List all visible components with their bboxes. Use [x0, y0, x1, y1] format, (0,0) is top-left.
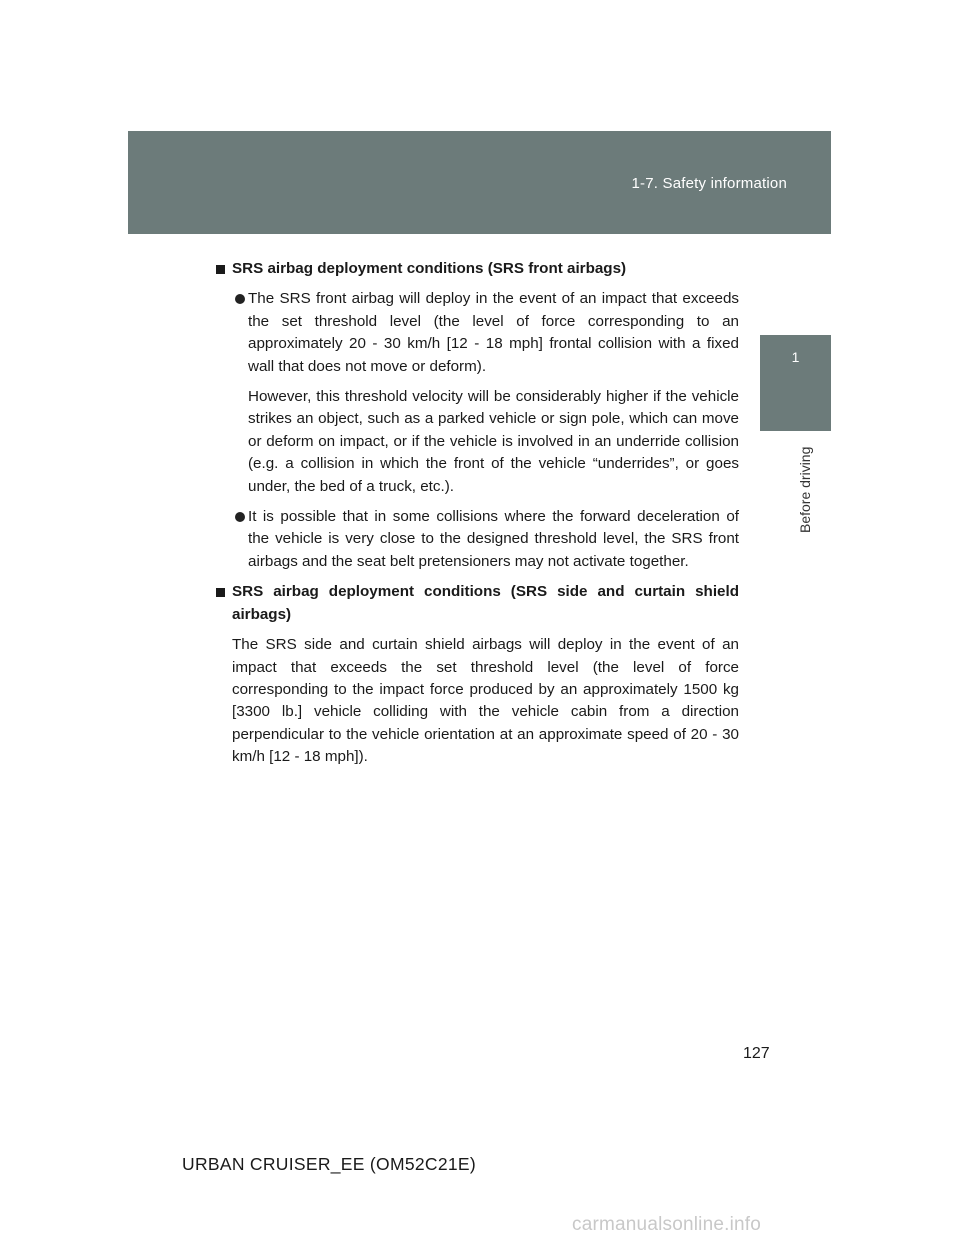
header-band [128, 131, 831, 234]
heading-text: SRS airbag deployment conditions (SRS front airbags) [232, 260, 627, 277]
bullet-text: It is possible that in some collisions where the forward deceleration of the vehicle is very close to the designed threshold level, the SRS front airbags and the seat belt pretensioners may not activate together. [248, 508, 739, 570]
chapter-tab [760, 335, 831, 431]
square-bullet-icon [216, 588, 225, 597]
chapter-number: 1 [791, 349, 800, 365]
round-bullet-icon [235, 294, 245, 304]
body-paragraph: The SRS side and curtain shield airbags will deploy in the event of an impact that exceeds the set threshold level (the level of force corresponding to the impact force produced by an approximately 1500 kg [3300 lb.] vehicle colliding with the vehicle cabin from a direction perpendicular to the vehicle orientation at an approximate speed of 20 - 30 km/h [12 - 18 mph]). [232, 636, 739, 766]
section-heading [211, 258, 739, 280]
manual-identifier: URBAN CRUISER_EE (OM52C21E) [182, 1154, 477, 1174]
heading-text: SRS airbag deployment conditions (SRS side and curtain shield airbags) [232, 583, 739, 623]
section-title: 1-7. Safety information [631, 175, 787, 192]
bullet-item [211, 506, 739, 573]
bullet-text: The SRS front airbag will deploy in the event of an impact that exceeds the set threshold level (the level of force corresponding to an approximately 20 - 30 km/h [12 - 18 mph] frontal collision with a fixed wall that does not move or deform). [248, 290, 739, 375]
bullet-continuation: However, this threshold velocity will be considerably higher if the vehicle strikes an object, such as a parked vehicle or sign pole, which can move or deform on impact, or if the vehicle is involved in an underride collision (e.g. a collision in which the front of the vehicle “underrides”, or goes under, the bed of a truck, etc.). [248, 388, 739, 495]
round-bullet-icon [235, 512, 245, 522]
bullet-item [211, 288, 739, 378]
page-content [211, 258, 739, 769]
page-number: 127 [743, 1045, 770, 1062]
chapter-label: Before driving [797, 447, 813, 534]
watermark: carmanualsonline.info [572, 1214, 762, 1235]
section-heading [211, 581, 739, 626]
square-bullet-icon [216, 265, 225, 274]
